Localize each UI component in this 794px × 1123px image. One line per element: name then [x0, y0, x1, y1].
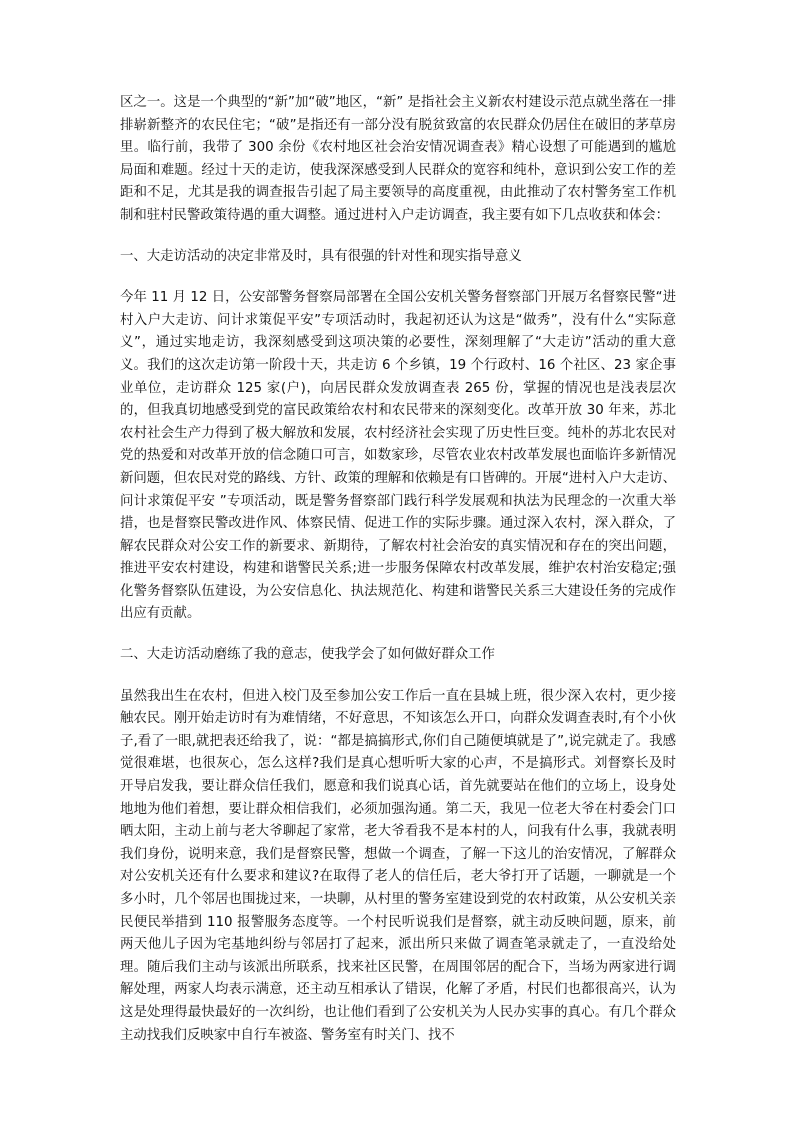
paragraph-spacer [120, 626, 676, 644]
document-page [120, 92, 676, 1047]
section-2-paragraph: 虽然我出生在农村，但进入校门及至参加公安工作后一直在县城上班，很少深入农村，更少接触农民。刚开始走访时有为难情绪，不好意思，不知该怎么开口，向群众发调查表时,有个小伙子,看了一眼,就把表还给我了，说：“都是搞搞形式,你们自己随便填就是了”,说完就走了。我感觉很难堪，也很灰心，怎么这样?我们是真心想听听大家的心声，不是搞形式。刘督察长及时开导启发我，要让群众信任我们，愿意和我们说真心话，首先就要站在他们的立场上，设身处地地为他们着想，要让群众相信我们，必须加强沟通。第二天，我见一位老大爷在村委会门口晒太阳，主动上前与老大爷聊起了家常，老大爷看我不是本村的人，问我有什么事，我就表明我们身份，说明来意，我们是督察民警，想做一个调查，了解一下这儿的治安情况，了解群众对公安机关还有什么要求和建议?在取得了老人的信任后，老大爷打开了话题，一聊就是一个多小时，几个邻居也围拢过来，一块聊，从村里的警务室建设到党的农村政策，从公安机关亲民便民举措到 110 报警服务态度等。一个村民听说我们是督察，就主动反映问题，原来，前两天他儿子因为宅基地纠纷与邻居打了起来，派出所只来做了调查笔录就走了，一直没给处理。随后我们主动与该派出所联系，找来社区民警，在周围邻居的配合下，当场为两家进行调解处理，两家人均表示满意，还主动互相承认了错误，化解了矛盾，村民们也都很高兴，认为这是处理得最快最好的一次纠纷，也让他们看到了公安机关为人民办实事的真心。有几个群众主动找我们反映家中自行车被盗、警务室有时关门、找不 [120, 688, 676, 1043]
paragraph-spacer [120, 667, 676, 686]
section-heading-1: 一、大走访活动的决定非常及时，具有很强的针对性和现实指导意义 [120, 248, 522, 264]
paragraph-spacer [120, 228, 676, 246]
section-heading-2: 二、大走访活动磨练了我的意志，使我学会了如何做好群众工作 [120, 647, 495, 663]
intro-paragraph: 区之一。这是一个典型的“新”加“破”地区，“新” 是指社会主义新农村建设示范点就坐落在一排排崭新整齐的农民住宅；“破”是指还有一部分没有脱贫致富的农民群众仍居住在破旧的茅草房里。临行前，我带了 300 余份《农村地区社会治安情况调查表》精心设想了可能遇到的尴尬局面和难题。经过十天的走访，使我深深感受到人民群众的宽容和纯朴，意识到公安工作的差距和不足，尤其是我的调查报告引起了局主要领导的高度重视，由此推动了农村警务室工作机制和驻村民警政策待遇的重大调整。通过进村入户走访调查，我主要有如下几点收获和体会： [120, 95, 676, 223]
section-1-paragraph: 今年 11 月 12 日，公安部警务督察局部署在全国公安机关警务督察部门开展万名督察民警“进村入户大走访、问计求策促平安”专项活动时，我起初还认为这是“做秀”，没有什么“实际意义”，通过实地走访，我深刻感受到这项决策的必要性，深刻理解了“大走访”活动的重大意义。我们的这次走访第一阶段十天，共走访 6 个乡镇，19 个行政村、16 个社区、23 家企事业单位，走访群众 125 家(户)，向居民群众发放调查表 265 份，掌握的情况也是浅表层次的，但我真切地感受到党的富民政策给农村和农民带来的深刻变化。改革开放 30 年来，苏北农村社会生产力得到了极大解放和发展，农村经济社会实现了历史性巨变。纯朴的苏北农民对党的热爱和对改革开放的信念随口可言，如数家珍，尽管农业农村改革发展也面临许多新情况新问题，但农民对党的路线、方针、政策的理解和依赖是有口皆碑的。开展“进村入户大走访、问计求策促平安 ”专项活动，既是警务督察部门践行科学发展观和执法为民理念的一次重大举措，也是督察民警改进作风、体察民情、促进工作的实际步骤。通过深入农村，深入群众，了解农民群众对公安工作的新要求、新期待，了解农村社会治安的真实情况和存在的突出问题，推进平安农村建设，构建和谐警民关系;进一步服务保障农村改革发展，维护农村治安稳定;强化警务督察队伍建设，为公安信息化、执法规范化、构建和谐警民关系三大建设任务的完成作出应有贡献。 [120, 290, 676, 622]
paragraph-spacer [120, 268, 676, 287]
